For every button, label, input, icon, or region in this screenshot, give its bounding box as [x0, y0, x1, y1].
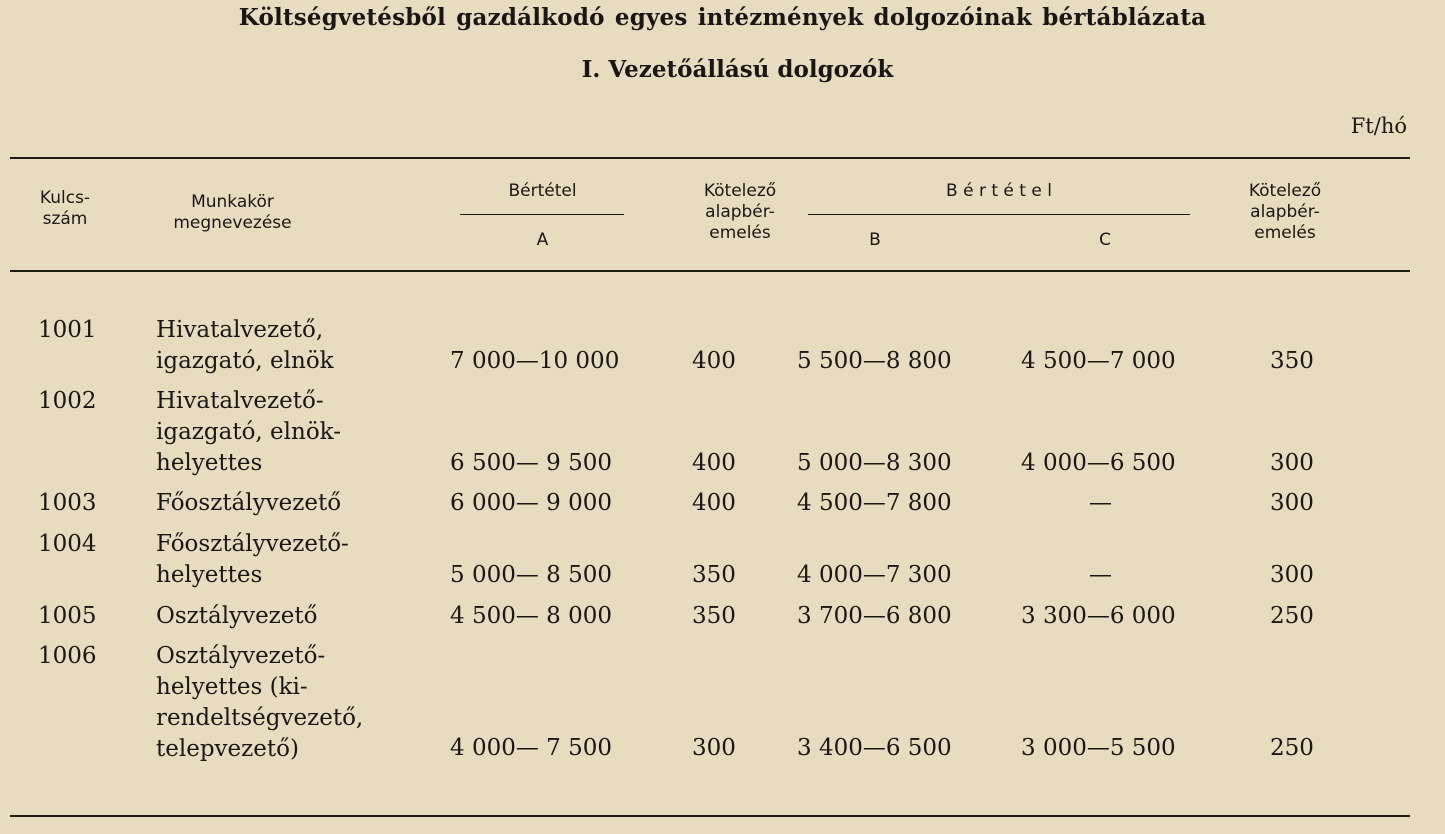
- top-rule: [10, 157, 1410, 159]
- row-1002-a: 6 500— 9 500: [450, 450, 612, 476]
- row-1006-k2: 250: [1270, 735, 1314, 761]
- row-1001-name: Hivatalvezető, igazgató, elnök: [156, 317, 334, 374]
- header-a-rule: [460, 214, 624, 215]
- row-1005-code: 1005: [38, 603, 97, 629]
- row-1005-a: 4 500— 8 000: [450, 603, 612, 629]
- header-col-a: A: [536, 230, 549, 250]
- row-1001-code: 1001: [38, 317, 97, 343]
- section-title: I. Vezetőállású dolgozók: [581, 56, 894, 83]
- header-code: Kulcs- szám: [39, 188, 91, 229]
- row-1006-b: 3 400—6 500: [797, 735, 952, 761]
- row-1004-k2: 300: [1270, 562, 1314, 588]
- row-1005-name: Osztályvezető: [156, 603, 318, 629]
- row-1003-code: 1003: [38, 490, 97, 516]
- row-1006-code: 1006: [38, 643, 97, 669]
- row-1005-c: 3 300—6 000: [1021, 603, 1176, 629]
- row-1005-k1: 350: [692, 603, 736, 629]
- row-1002-b: 5 000—8 300: [797, 450, 952, 476]
- row-1004-b: 4 000—7 300: [797, 562, 952, 588]
- row-1002-code: 1002: [38, 388, 97, 414]
- header-name: Munkakör megnevezése: [173, 192, 292, 233]
- row-1005-k2: 250: [1270, 603, 1314, 629]
- header-kotelezo-2: Kötelező alapbér- emelés: [1248, 181, 1322, 243]
- row-1006-c: 3 000—5 500: [1021, 735, 1176, 761]
- row-1002-c: 4 000—6 500: [1021, 450, 1176, 476]
- row-1006-k1: 300: [692, 735, 736, 761]
- row-1002-k2: 300: [1270, 450, 1314, 476]
- header-kotelezo-1: Kötelező alapbér- emelés: [703, 181, 777, 243]
- row-1004-k1: 350: [692, 562, 736, 588]
- header-col-c: C: [1099, 230, 1111, 250]
- row-1003-b: 4 500—7 800: [797, 490, 952, 516]
- header-col-b: B: [869, 230, 881, 250]
- row-1006-name: Osztályvezető- helyettes (ki- rendeltségvezető, telepvezető): [156, 643, 364, 762]
- row-1001-b: 5 500—8 800: [797, 348, 952, 374]
- row-1004-a: 5 000— 8 500: [450, 562, 612, 588]
- row-1001-k1: 400: [692, 348, 736, 374]
- row-1001-c: 4 500—7 000: [1021, 348, 1176, 374]
- row-1005-b: 3 700—6 800: [797, 603, 952, 629]
- row-1003-name: Főosztályvezető: [156, 490, 342, 516]
- row-1003-a: 6 000— 9 000: [450, 490, 612, 516]
- header-bc-rule: [808, 214, 1190, 215]
- row-1006-a: 4 000— 7 500: [450, 735, 612, 761]
- row-1004-name: Főosztályvezető- helyettes: [156, 531, 349, 588]
- row-1004-c: —: [1089, 562, 1112, 588]
- row-1001-a: 7 000—10 000: [450, 348, 620, 374]
- row-1001-k2: 350: [1270, 348, 1314, 374]
- row-1004-code: 1004: [38, 531, 97, 557]
- row-1003-k2: 300: [1270, 490, 1314, 516]
- header-rule: [10, 270, 1410, 272]
- row-1002-k1: 400: [692, 450, 736, 476]
- document-title: Költségvetésből gazdálkodó egyes intézmények dolgozóinak bértáblázata: [238, 4, 1207, 31]
- row-1002-name: Hivatalvezető- igazgató, elnök- helyettes: [156, 388, 341, 476]
- unit-label: Ft/hó: [1350, 114, 1407, 138]
- header-bertetel-a: Bértétel: [508, 181, 577, 201]
- header-bertetel-bc: B é r t é t e l: [946, 181, 1052, 201]
- row-1003-c: —: [1089, 490, 1112, 516]
- bottom-rule: [10, 815, 1410, 817]
- row-1003-k1: 400: [692, 490, 736, 516]
